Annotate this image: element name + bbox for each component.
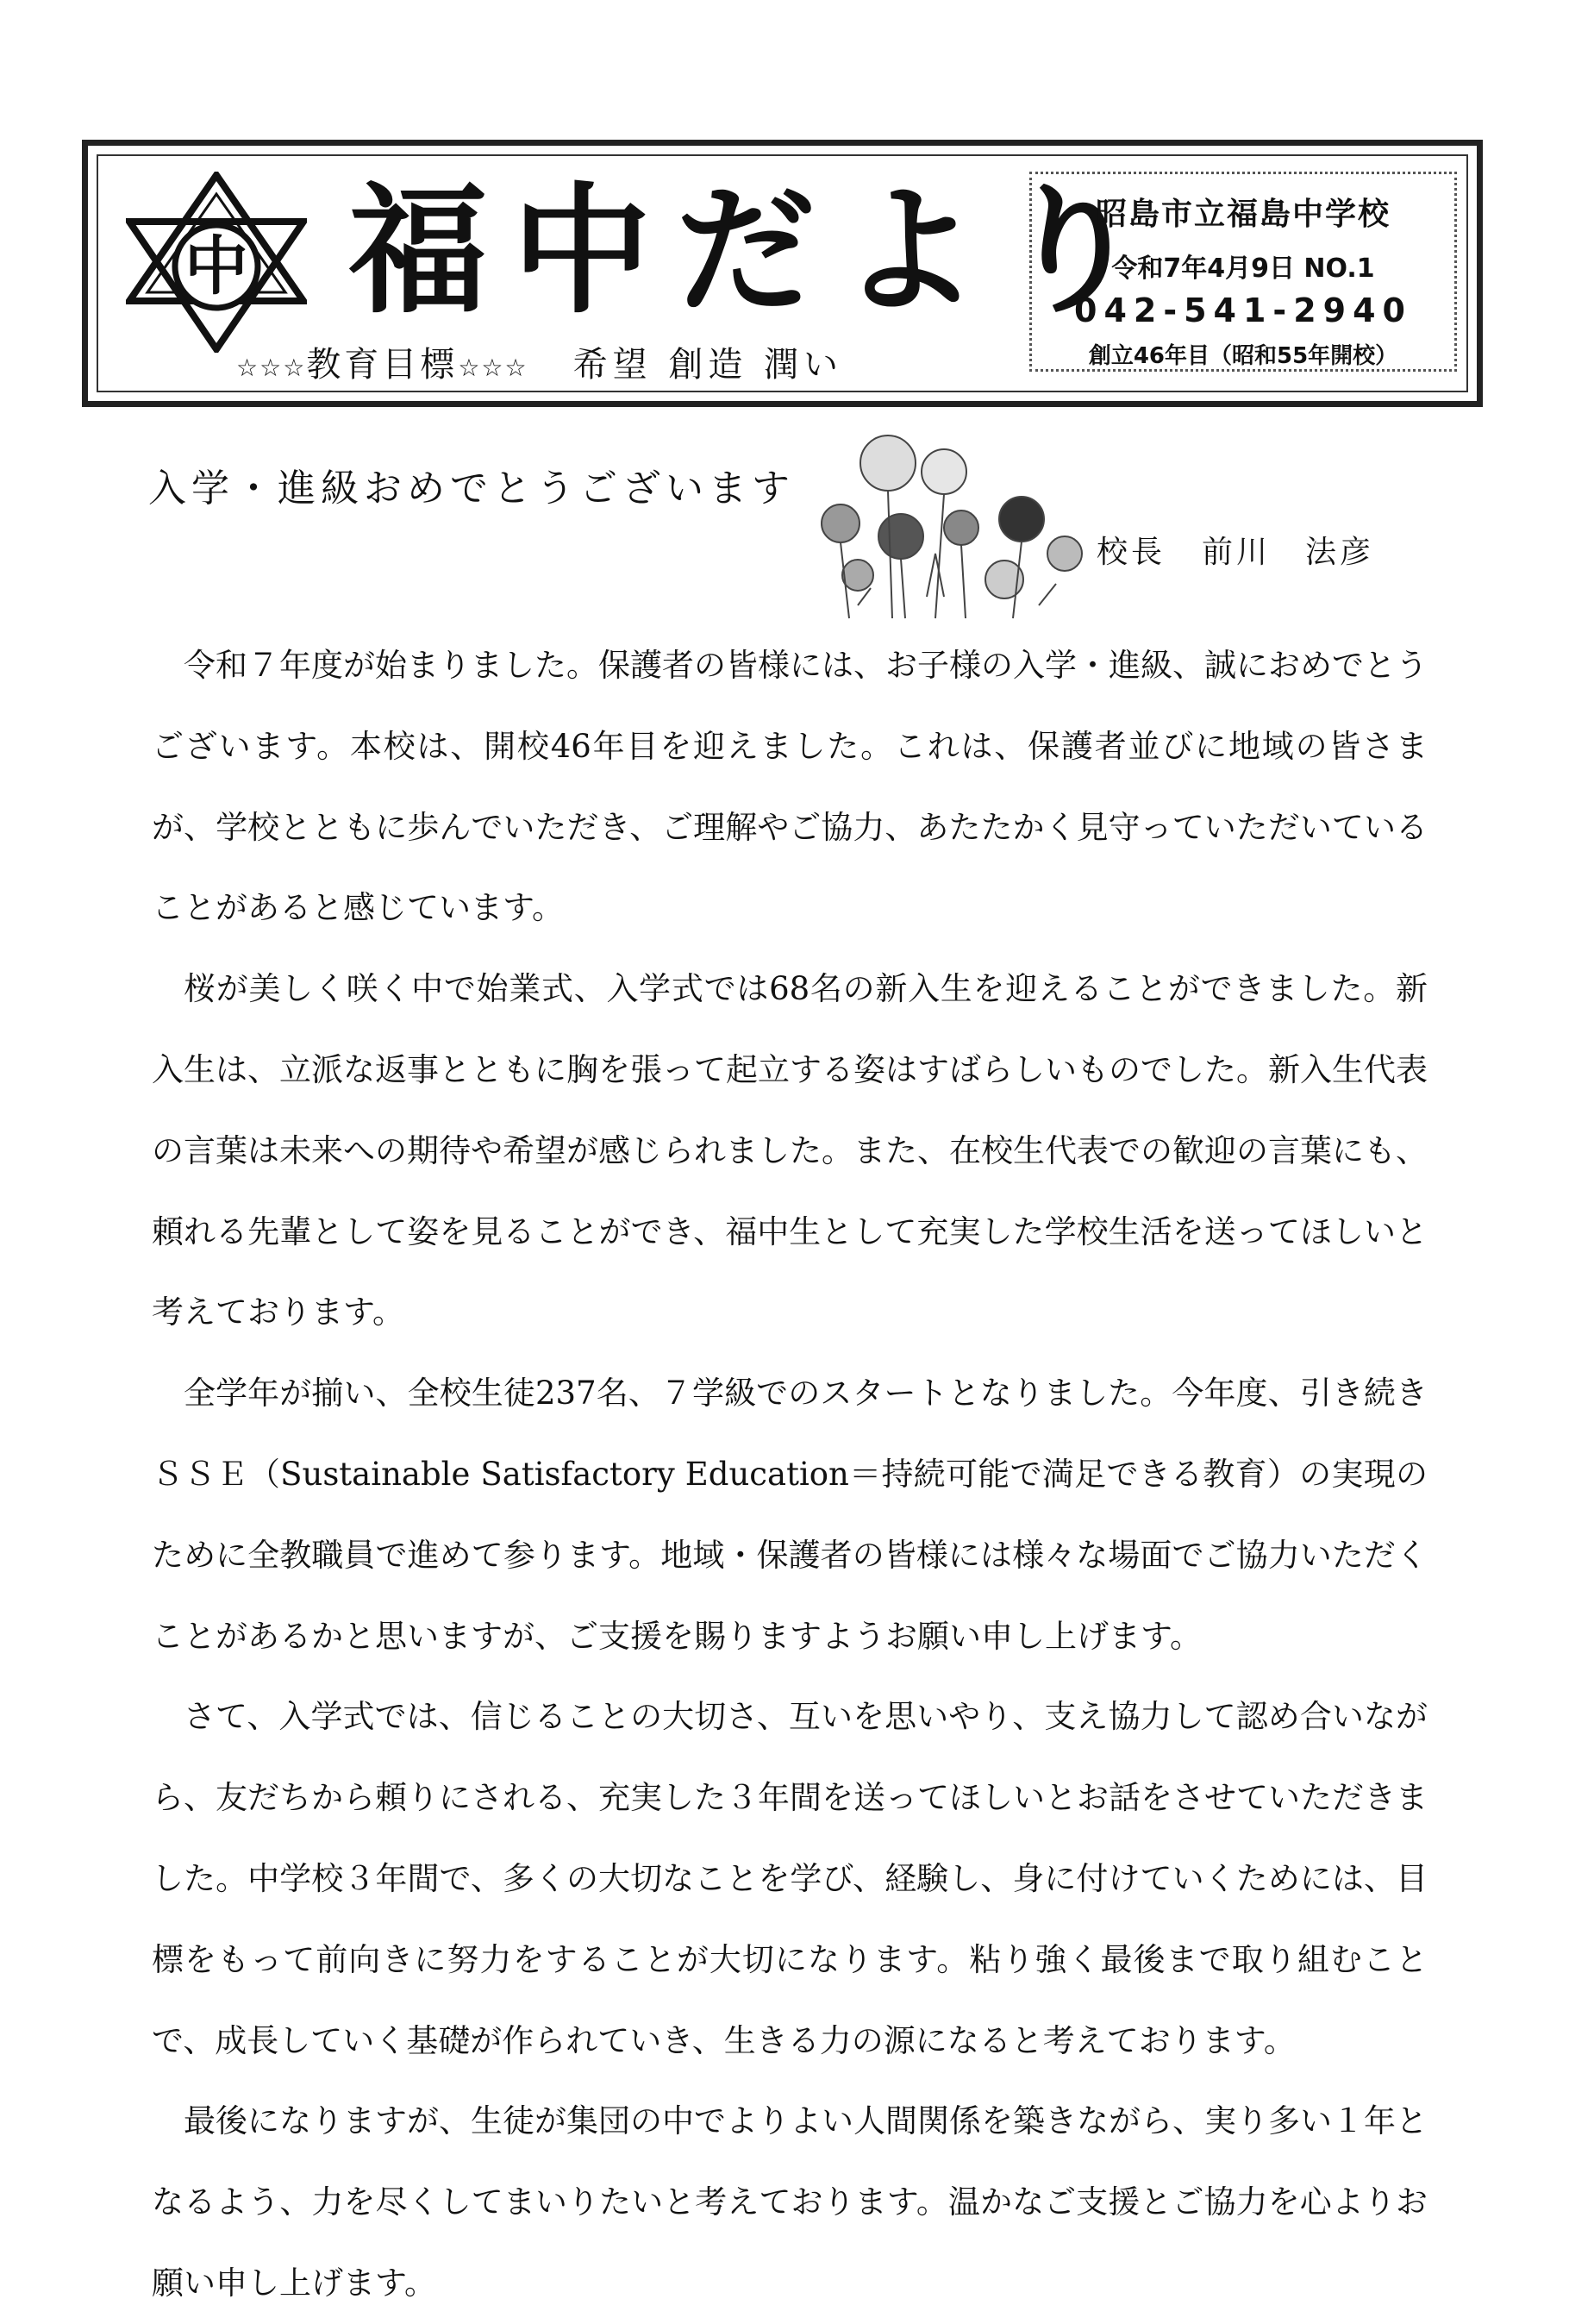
founded-note: 創立46年目（昭和55年開校） [1088, 343, 1398, 369]
paragraph: 令和７年度が始まりました。保護者の皆様には、お子様の入学・進級、誠におめでとうございます。本校は、開校46年目を迎えました。これは、保護者並びに地域の皆さまが、学校とともに歩んでいただき、ご理解やご協力、あたたかく見守っていただいていることがあると感じています。 [152, 647, 1428, 927]
education-goal [236, 341, 843, 392]
school-name: 昭島市立福島中学校 [1095, 197, 1391, 232]
issue-date: 令和7年4月9日 NO.1 [1111, 254, 1375, 284]
flowers-illustration-icon [806, 424, 1099, 623]
principal-title: 校長 [1097, 535, 1166, 570]
paragraph: 桜が美しく咲く中で始業式、入学式では68名の新入生を迎えることができました。新入生は、立派な返事とともに胸を張って起立する姿はすばらしいものでした。新入生代表の言葉は未来への期待や希望が感じられました。また、在校生代表での歓迎の言葉にも、頼れる先輩として姿を見ることができ、福中生として充実した学校生活を送ってほしいと考えております。 [152, 970, 1428, 1331]
paragraph: さて、入学式では、信じることの大切さ、互いを思いやり、支え協力して認め合いながら、友だちから頼りにされる、充実した３年間を送ってほしいとお話をさせていただきました。中学校３年間で、多くの大切なことを学び、経験し、身に付けていくためには、目標をもって前向きに努力をすることが大切になります。粘り強く最後まで取り組むことで、成長していく基礎が作られていき、生きる力の源になると考えております。 [152, 1698, 1428, 2059]
paragraph: 最後になりますが、生徒が集団の中でよりよい人間関係を築きながら、実り多い１年となるよう、力を尽くしてまいりたいと考えております。温かなご支援とご協力を心よりお願い申し上げます。 [152, 2102, 1428, 2302]
principal-signature [1097, 528, 1410, 572]
newsletter-title: 福中だより [348, 169, 1167, 333]
emblem-character: 中 [184, 229, 248, 304]
goal-label: 教育目標 [306, 345, 459, 385]
article-body [152, 625, 1428, 2324]
masthead [82, 140, 1483, 407]
goal-values: 希望 創造 潤い [572, 345, 844, 385]
masthead-inner-border [97, 154, 1468, 392]
goal-stars-left: ☆☆☆ [236, 354, 307, 382]
school-emblem-icon [126, 172, 307, 353]
goal-stars-right: ☆☆☆ [458, 354, 528, 382]
school-info-box [1029, 172, 1457, 372]
article-headline: 入学・進級おめでとうございます [148, 467, 795, 511]
paragraph: 全学年が揃い、全校生徒237名、７学級でのスタートとなりました。今年度、引き続きＳＳＥ（Sustainable Satisfactory Education＝持続可能で満足できる教育）の実現のために全教職員で進めて参ります。地域・保護者の皆様には様々な場面でご協力いただくことがあるかと思いますが、ご支援を賜りますようお願い申し上げます。 [152, 1375, 1428, 1655]
principal-name: 前川 法彦 [1202, 535, 1375, 570]
phone-number: 042-541-2940 [1074, 291, 1412, 329]
